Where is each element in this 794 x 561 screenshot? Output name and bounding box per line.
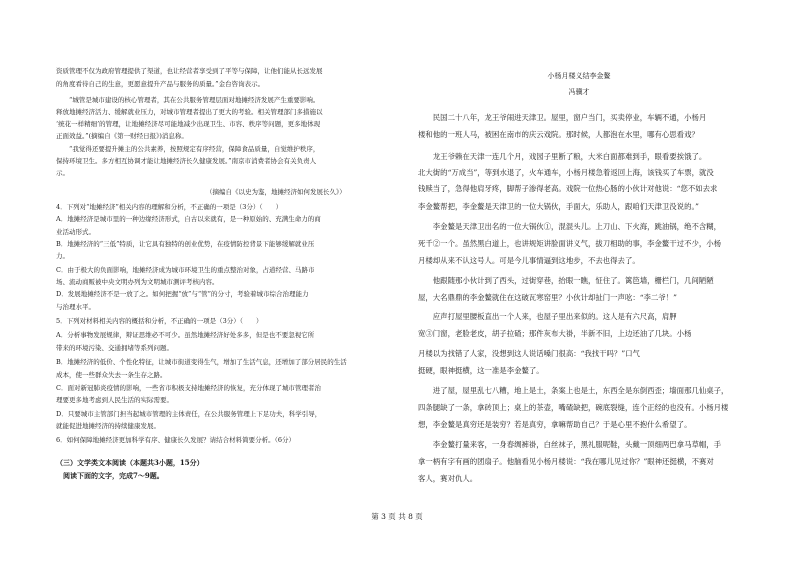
text-line: 北大街的“万成当”，等到水退了，火车通车，小杨月楼急着返回上海，该钱买了车票，就没	[418, 168, 714, 177]
text-line: 5．下列对材料相关内容的概括和分析，不正确的一项是（3分）（ ）	[56, 317, 263, 325]
text-line: 进了屋，屋里乱七八糟，地上是土，条案上也是土，东西全是东倒西歪；墙面那几仙桌子，	[418, 386, 729, 395]
text-line: D．只要城市主管部门担当起城市管理的主体责任，在公共服务管理上下足功夫，科学引导，	[56, 410, 322, 418]
text-line: “我觉得还要提升摊主的公共素养，按照规定有序经营，保障食品质量，自觉维护秩序，	[56, 145, 320, 153]
story-author: 冯骥才	[568, 88, 590, 96]
text-line: A．地摊经济是城市里的一种边缘经济形式，自古以来就有，是一种原始的、充满生命力的商	[56, 215, 321, 223]
text-line: 就能促进地摊经济的持续健康发展。	[56, 422, 160, 430]
text-line: 成本，使一些群众失去一条生存之路。	[56, 371, 167, 379]
text-line: 民国二十八年，龙王爷闹进天津卫。屋里，窗户当门，买卖停业，车辆不通，小杨月	[418, 113, 707, 122]
text-line: 客人，赛对仇人。	[418, 474, 478, 483]
text-line: B．地摊经济的低价、个性化特征，让城市街道变得生气，增加了生活气息，还增加了部分居民的生活	[56, 358, 347, 366]
text-line: 月楼以为找错了人家，没想到这人说话嗓门很高：“我找干吗？”口气	[418, 349, 640, 358]
text-line: 李金鳌是天津卫出名的一位大锅伙①，混混头儿。上刀山、下火海，跳油锅，绝不含糊，	[418, 222, 722, 231]
text-line: 带来的环境污染、交通拥堵等系列问题。	[56, 344, 173, 352]
text-line: 想，李金鳌是真穷还是装穷？若是真穷，拿嘛帮助自己？于是心里不抱什么希望了。	[418, 420, 692, 429]
text-line: A．分析事物发展规律，辩证思维必不可少。虽然地摊经济好处多多，但是也不要忽视它所	[56, 331, 315, 339]
text-line: 与治理水平。	[56, 303, 95, 311]
text-line: 6．如何保障地摊经济更加科学有序、健康长久发展？请结合材料简要分析。（6分）	[56, 436, 296, 444]
text-line: ‘统花一样精细’的管理，让地摊经济尽可能地减少出现卫生、市容、秩序等问题，更多地体现	[56, 120, 321, 128]
text-line: 4．下列对“地摊经济”相关内容的理解和分析，不正确的一项是（3分）（ ）	[56, 203, 283, 211]
text-line: “城管是城市建设的核心管理者，其在公共服务管理层面对地摊经济发展产生重要影响。	[56, 96, 320, 104]
text-line: 力。	[56, 252, 69, 260]
text-line: 资质管理不仅为政府管理提供了渠道，也让经营者享受到了平等与保障，让他们能从长远发展	[56, 67, 323, 75]
text-line: 的角度看待自己的生意，更愿意提升产品与服务的质量。”金台咨询表示。	[56, 80, 265, 88]
text-line: 四条腿缺了一条，拿砖顶上；桌上的茶壶，嘴碴缺把，碗底裂缝，连个正经的也没有。小杨月楼	[418, 403, 729, 412]
text-line: 楼和他的一班人马，被困在南市的庆云戏院。那时候，人都泡在水里，哪有心思看戏？	[418, 130, 699, 139]
text-line: 屋，大名鼎鼎的李金鳌就住在这破瓦寒窑里？小伙计却扯门一声吆：“李二爷！”	[418, 293, 677, 302]
text-line: 李金鳌帮把，李金鳌是天津卫的一位大锅伙，手面大，乐助人，跟咱们天津卫没说的。”	[418, 202, 699, 211]
section-heading: （三）文学类文本阅读（本题共3小题，15分）	[56, 459, 204, 467]
text-line: 李金鳌打量来客，一身春绸裤褂，白丝袜子，黑礼服呢鞋，头戴一顶细两巴拿马草帽，手	[418, 440, 722, 449]
text-line: 死千②一个。虽然黑白道上，也讲规矩讲脸面讲义气，拔刀相助的事，李金鳌干过不少，小杨	[418, 239, 722, 248]
text-line: 场、流动商贩被中央文明办列为文明城市测评考核内容。	[56, 278, 219, 286]
text-line: C．由于极大的负面影响，地摊经济成为城市环境卫生的重点整治对象，占道经营、马路市	[56, 266, 315, 274]
text-line: C．面对新冠肺炎疫情的影响，一些省市积极支持地摊经济的恢复，充分体现了城市管理者治	[56, 384, 321, 392]
text-line: 龙王爷赖在天津一连几个月，戏园子里断了粮，大米白面都难到手，眼看要挨饿了。	[418, 152, 707, 161]
text-line: 拿一柄有字有画的团扇子。他脑看见小杨月楼说：“我在哪儿见过你？”眼神还挺横，不赛对	[418, 457, 714, 466]
text-line: 他跟随那小伙计到了西头，过街穿巷，抬眼一瞧，怔住了。篱笆墙，栅栏门，几间陋陋	[418, 276, 714, 285]
text-line: 业活动形式。	[56, 228, 95, 236]
story-title: 小杨月楼义结李金鳌	[547, 72, 611, 80]
text-line: 释放地摊经济活力、缓解就业压力，对城市管理者提出了更大的考验。相关管理部门多措施以	[56, 108, 323, 116]
text-line: 月楼却从来不认这号人。可是今儿事情逼到这地步，不去也得去了。	[418, 256, 640, 265]
text-line: B．地摊经济的“三低”特质，让它具有独特的创业优势，在疫情防控背景下能够缓解就业压	[56, 240, 315, 248]
text-line: 挺硬，眼神挺横，这一准是李金鳌了。	[418, 366, 544, 375]
text-line: 钱赎当了，急得他肩牙疼，脚帮子渗得老高。戏院一位热心肠的小伙计对他说：“您不如去求	[418, 184, 718, 193]
page-number: 第 3 页 共 8 页	[371, 512, 423, 521]
text-line: D．发展地摊经济不是一放了之。如何把握“放”与“管”的分寸，考验着城市综合治理能力	[56, 290, 309, 298]
text-line: 宽③门窗，老脸老皮，胡子拉碴；那件灰布大褂，半新不旧，上边还油了几块。小杨	[418, 329, 692, 338]
text-line: 正面效益。”(摘编自《第一财经日报》)消息称。	[56, 132, 188, 140]
text-line: 理要更多地考虑到人民生活的实际需要。	[56, 396, 173, 404]
text-line: 应声打屋里腰板直出一个人来，也屋子里出来似的。这人是有六尺高，肩胛	[418, 312, 677, 321]
text-line: 示。	[56, 169, 69, 177]
section-instruction: 阅读下面的文字，完成7～9题。	[56, 472, 164, 480]
text-line: 保持环境卫生。多方相互协调才能让地摊经济长久健康发展。”南京市消费者协会有关负责人	[56, 157, 317, 165]
source-citation: （摘编自《以史为鉴，地摊经济如何发展长久》）	[206, 188, 346, 196]
